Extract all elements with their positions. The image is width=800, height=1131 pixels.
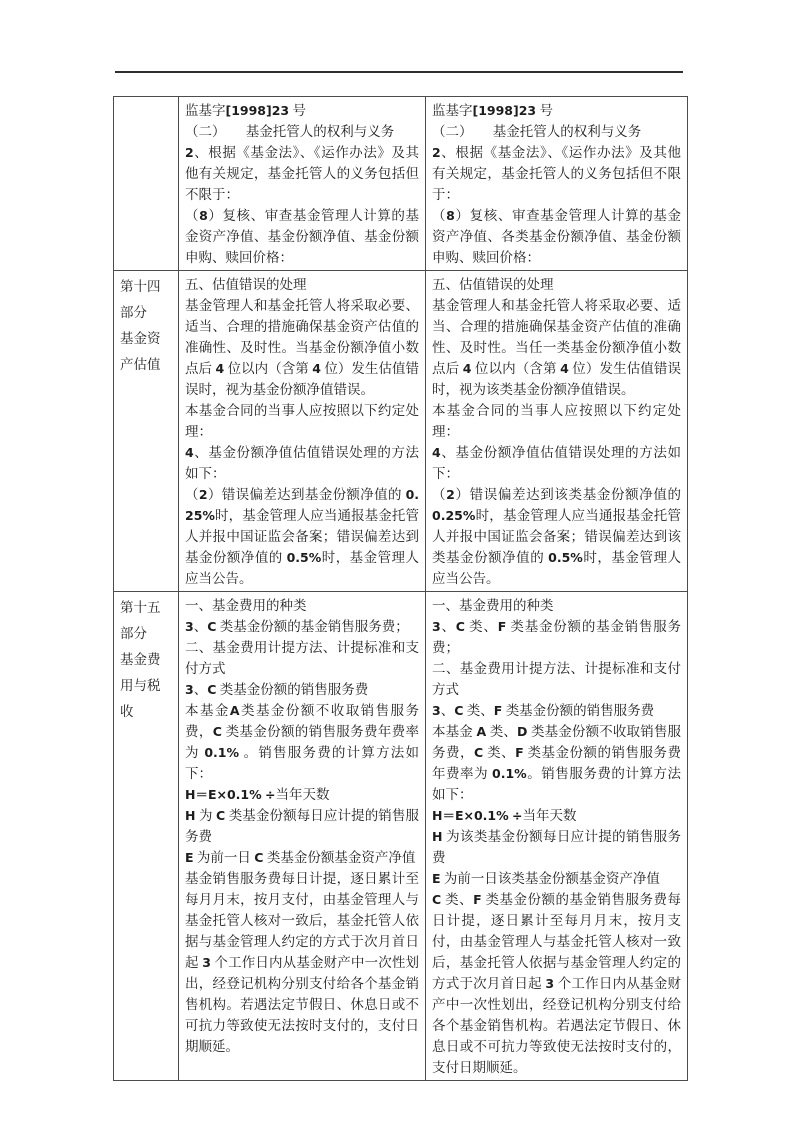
paragraph: H 为 C 类基金份额每日应计提的销售服务费	[185, 808, 420, 844]
table-row	[114, 592, 688, 1081]
paragraph: 3、C 类、F 类基金份额的基金销售服务费；	[432, 619, 682, 655]
paragraph: 监基字[1998]23 号	[432, 103, 553, 118]
paragraph: 基金管理人和基金托管人将采取必要、适当、合理的措施确保基金资产估值的准确性、及时性。当任一类基金份额净值小数点后 4 位以内（含第 4 位）发生估值错误时，视为该类基金份额净值错误。	[432, 298, 682, 397]
section-label-line: 第十五部分	[120, 600, 161, 641]
paragraph: 本基金 A 类、D 类基金份额不收取销售服务费，C 类、F 类基金份额的销售服务费年费率为 0.1%。销售服务费的计算方法如下：	[432, 724, 682, 802]
paragraph: E 为前一日该类基金份额基金资产净值	[432, 871, 660, 886]
paragraph: （二） 基金托管人的权利与义务	[185, 124, 395, 139]
version-b-cell	[426, 97, 688, 271]
paragraph: 3、C 类基金份额的基金销售服务费；	[185, 619, 409, 634]
section-label-cell	[114, 97, 179, 271]
paragraph: （二） 基金托管人的权利与义务	[432, 124, 642, 139]
paragraph: （2）错误偏差达到基金份额净值的 0.25%时，基金管理人应当通报基金托管人并报中国证监会备案；错误偏差达到基金份额净值的 0.5%时，基金管理人应当公告。	[185, 487, 420, 586]
table-row	[114, 271, 688, 592]
paragraph: （8）复核、审查基金管理人计算的基金资产净值、各类基金份额净值、基金份额申购、赎回价格：	[432, 208, 682, 265]
paragraph: E 为前一日 C 类基金份额基金资产净值	[185, 850, 416, 865]
version-a-cell	[179, 271, 426, 592]
paragraph: 2、根据《基金法》、《运作办法》及其他有关规定，基金托管人的义务包括但不限于：	[432, 145, 681, 202]
paragraph: H＝E×0.1% ÷当年天数	[432, 808, 577, 823]
version-b-cell	[426, 592, 688, 1081]
version-a-cell	[179, 592, 426, 1081]
paragraph: 五、估值错误的处理	[185, 277, 307, 292]
paragraph: 基金销售服务费每日计提，逐日累计至每月月末，按月支付，由基金管理人与基金托管人核对一致后，基金托管人依据与基金管理人约定的方式于次月首日起 3 个工作日内从基金财产中一次性划出，经登记机构分别支付给各个基金销售机构。若遇法定节假日、休息日或不可抗力等致使无法按时支付的，支付日期顺延。	[185, 871, 420, 1054]
section-label-cell	[114, 592, 179, 1081]
paragraph: 2、根据《基金法》、《运作办法》及其他有关规定，基金托管人的义务包括但不限于：	[185, 145, 419, 202]
paragraph: （2）错误偏差达到该类基金份额净值的 0.25%时，基金管理人应当通报基金托管人并报中国证监会备案；错误偏差达到该类基金份额净值的 0.5%时，基金管理人应当公告。	[432, 487, 682, 586]
section-label-line: 第十四部分	[120, 279, 161, 320]
fund-contract-comparison-table	[113, 96, 688, 1081]
version-b-cell	[426, 271, 688, 592]
paragraph: 二、基金费用计提方法、计提标准和支付方式	[185, 640, 419, 676]
paragraph: 一、基金费用的种类	[185, 598, 307, 613]
version-a-cell	[179, 97, 426, 271]
paragraph: 监基字[1998]23 号	[185, 103, 306, 118]
paragraph: 本基金合同的当事人应按照以下约定处理：	[185, 403, 419, 439]
paragraph: 基金管理人和基金托管人将采取必要、适当、合理的措施确保基金资产估值的准确性、及时性。当基金份额净值小数点后 4 位以内（含第 4 位）发生估值错误时，视为基金份额净值错误。	[185, 298, 420, 397]
paragraph: 3、C 类基金份额的销售服务费	[185, 682, 369, 697]
paragraph: 本基金A类基金份额不收取销售服务费，C 类基金份额的销售服务费年费率为 0.1% 。销售服务费的计算方法如下：	[185, 703, 420, 781]
paragraph: 五、估值错误的处理	[432, 277, 554, 292]
paragraph: C 类、F 类基金份额的基金销售服务费每日计提，逐日累计至每月月末，按月支付，由基金管理人与基金托管人核对一致后，基金托管人依据与基金管理人约定的方式于次月首日起 3 个工作日内从基金财产中一次性划出，经登记机构分别支付给各个基金销售机构。若遇法定节假日、休息日或不可抗力等致使无法按时支付的，支付日期顺延。	[432, 892, 682, 1075]
paragraph: 3、C 类、F 类基金份额的销售服务费	[432, 703, 655, 718]
paragraph: 4、基金份额净值估值错误处理的方法如下：	[432, 445, 681, 481]
section-label-cell	[114, 271, 179, 592]
section-label-line: 基金费用与税收	[120, 652, 161, 719]
paragraph: 二、基金费用计提方法、计提标准和支付方式	[432, 661, 681, 697]
paragraph: 4、基金份额净值估值错误处理的方法如下：	[185, 445, 419, 481]
header-rule	[115, 71, 683, 73]
paragraph: （8）复核、审查基金管理人计算的基金资产净值、基金份额净值、基金份额申购、赎回价格：	[185, 208, 420, 265]
paragraph: 一、基金费用的种类	[432, 598, 554, 613]
table-row	[114, 97, 688, 271]
paragraph: H 为该类基金份额每日应计提的销售服务费	[432, 829, 681, 865]
paragraph: H＝E×0.1% ÷当年天数	[185, 787, 330, 802]
section-label-line: 基金资产估值	[120, 331, 161, 372]
paragraph: 本基金合同的当事人应按照以下约定处理：	[432, 403, 681, 439]
